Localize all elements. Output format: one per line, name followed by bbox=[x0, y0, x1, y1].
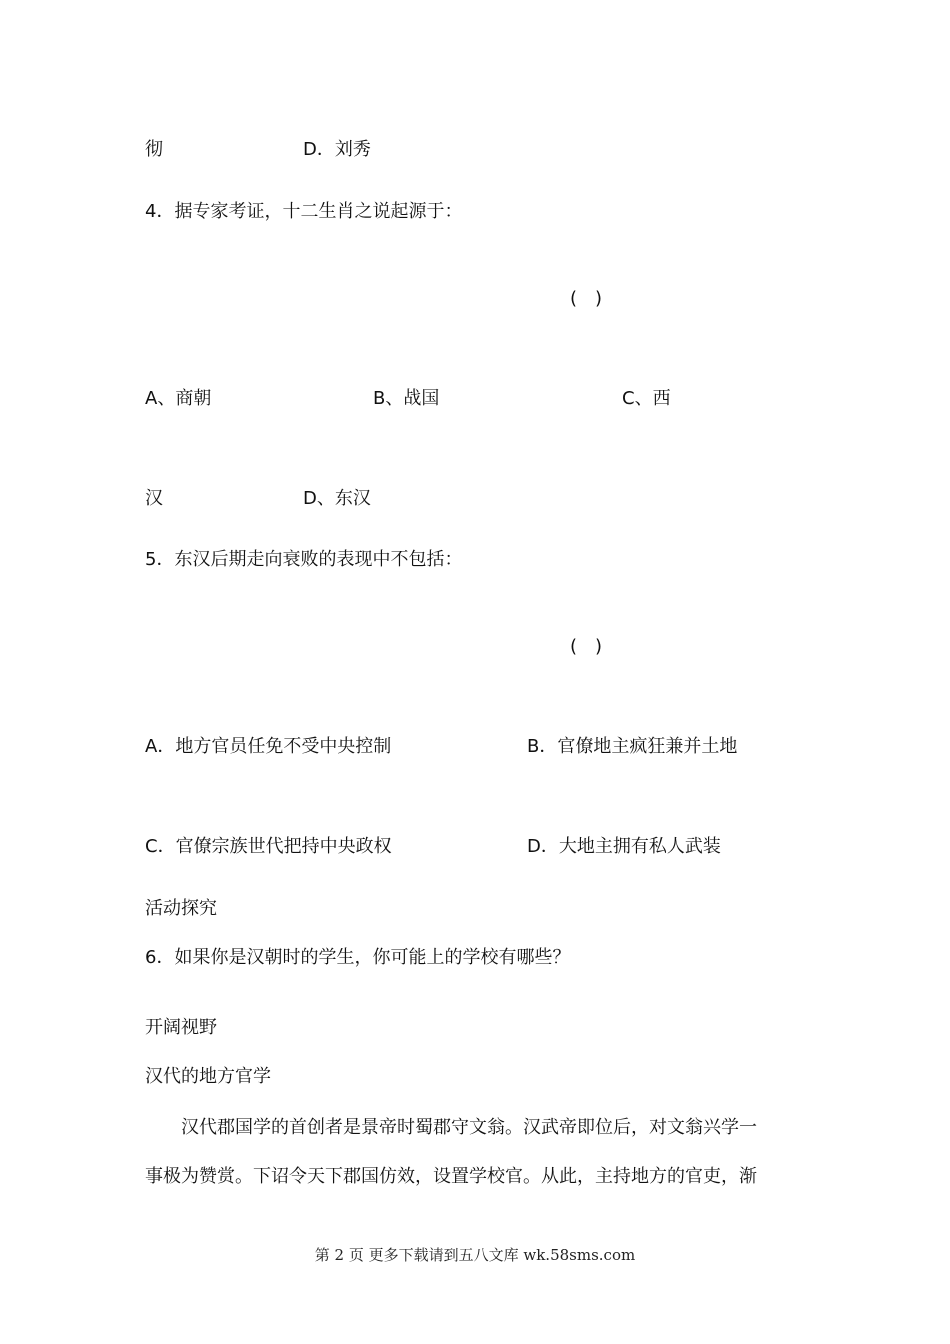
q6-stem: 6．如果你是汉朝时的学生，你可能上的学校有哪些？ bbox=[145, 947, 571, 968]
q3-option-c-continuation: 彻 bbox=[145, 139, 163, 160]
q5-stem: 5．东汉后期走向衰败的表现中不包括： bbox=[145, 549, 463, 570]
q4-option-d: D、东汉 bbox=[303, 488, 371, 509]
q5-option-b: B．官僚地主疯狂兼并土地 bbox=[527, 736, 738, 757]
q4-stem: 4．据专家考证，十二生肖之说起源于： bbox=[145, 201, 463, 222]
q5-option-d: D．大地主拥有私人武装 bbox=[527, 836, 721, 857]
q4-answer-bracket: ( ) bbox=[570, 288, 603, 309]
section-heading-horizon: 开阔视野 bbox=[145, 1017, 217, 1038]
q5-answer-bracket: ( ) bbox=[570, 636, 603, 657]
q5-option-a: A．地方官员任免不受中央控制 bbox=[145, 736, 392, 757]
q3-option-d: D．刘秀 bbox=[303, 139, 371, 160]
q4-option-b: B、战国 bbox=[373, 388, 440, 409]
q4-option-a: A、商朝 bbox=[145, 388, 212, 409]
reading-paragraph-line-1: 汉代郡国学的首创者是景帝时蜀郡守文翁。汉武帝即位后，对文翁兴学一 bbox=[181, 1117, 757, 1138]
section-heading-activity: 活动探究 bbox=[145, 898, 217, 919]
reading-title: 汉代的地方官学 bbox=[145, 1066, 271, 1087]
reading-paragraph-line-2: 事极为赞赏。下诏令天下郡国仿效，设置学校官。从此，主持地方的官吏，渐 bbox=[145, 1166, 757, 1187]
q4-option-c: C、西 bbox=[622, 388, 671, 409]
page-footer: 第 2 页 更多下载请到五八文库 wk.58sms.com bbox=[314, 1246, 636, 1264]
q5-option-c: C．官僚宗族世代把持中央政权 bbox=[145, 836, 392, 857]
q4-option-c-continuation: 汉 bbox=[145, 488, 163, 509]
